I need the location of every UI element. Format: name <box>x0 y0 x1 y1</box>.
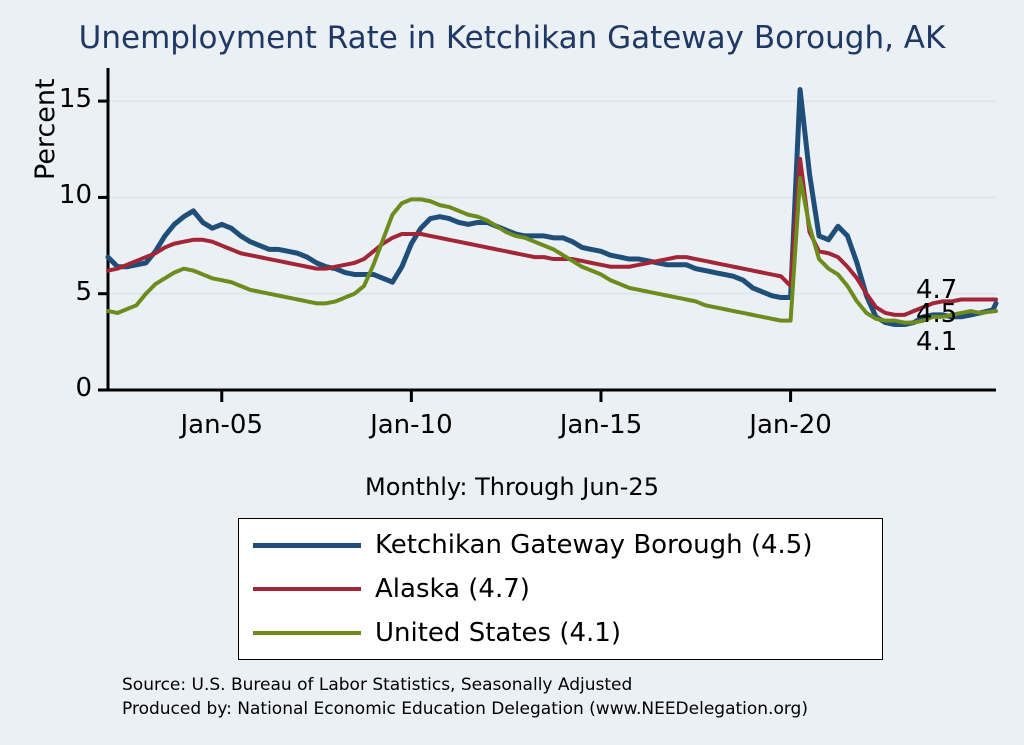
legend-item-ketchikan <box>239 523 812 567</box>
end-label: 4.1 <box>916 327 958 358</box>
legend-item-alaska <box>239 567 530 611</box>
y-axis-label: Percent <box>30 78 61 180</box>
x-tick-label: Jan-15 <box>559 410 643 440</box>
chart-subcaption: Monthly: Through Jun-25 <box>365 473 659 501</box>
chart-title: Unemployment Rate in Ketchikan Gateway Borough, AK <box>78 20 946 56</box>
legend-swatch-alaska <box>253 587 361 591</box>
x-tick-label: Jan-20 <box>749 410 832 440</box>
legend-label-united-states: United States (4.1) <box>375 618 621 648</box>
x-tick-label: Jan-10 <box>370 410 453 440</box>
source-line-2: Produced by: National Economic Education Delegation (www.NEEDelegation.org) <box>122 699 808 719</box>
series-line <box>108 178 996 322</box>
legend-item-united-states <box>239 611 621 655</box>
end-label: 4.5 <box>916 299 958 330</box>
x-tick-label: Jan-05 <box>180 410 264 440</box>
end-label: 4.7 <box>916 275 958 306</box>
y-tick-label: 5 <box>75 276 92 307</box>
y-tick-label: 0 <box>75 373 92 403</box>
legend-label-alaska: Alaska (4.7) <box>375 574 530 604</box>
legend <box>238 518 883 660</box>
legend-swatch-ketchikan <box>253 543 361 548</box>
legend-label-ketchikan: Ketchikan Gateway Borough (4.5) <box>375 530 813 560</box>
y-tick-label: 15 <box>58 84 92 115</box>
y-tick-label: 10 <box>58 180 92 211</box>
legend-swatch-united-states <box>253 631 361 635</box>
source-line-1: Source: U.S. Bureau of Labor Statistics, Seasonally Adjusted <box>122 675 633 695</box>
